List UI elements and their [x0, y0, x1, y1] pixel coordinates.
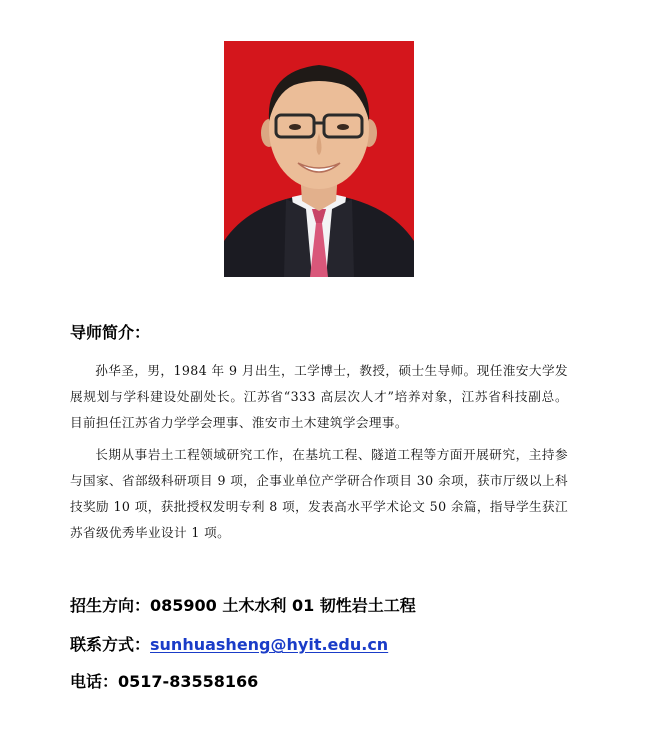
intro-heading: 导师简介： [70, 323, 151, 342]
intro-paragraph-2: 长期从事岩土工程领域研究工作，在基坑工程、隧道工程等方面开展研究，主持参与国家、省部级科研项目 9 项，企事业单位产学研合作项目 30 余项，获市厅级以上科技奖励 10 项，获批授权发明专利 8 项，发表高水平学术论文 50 余篇，指导学生获江苏省级优秀毕业设计 1 项。 [70, 447, 568, 540]
phone-info [70, 670, 258, 694]
recruitment-direction [70, 594, 416, 618]
phone-label: 电话： [70, 672, 119, 691]
contact-label: 联系方式： [70, 635, 151, 654]
recruitment-value: 085900 土木水利 01 韧性岩土工程 [150, 596, 416, 615]
recruitment-label: 招生方向： [70, 596, 151, 615]
email-link[interactable]: sunhuasheng@hyit.edu.cn [150, 635, 389, 654]
intro-paragraph-1: 孙华圣，男，1984 年 9 月出生，工学博士，教授，硕士生导师。现任淮安大学发展规划与学科建设处副处长。江苏省“333 高层次人才”培养对象，江苏省科技副总。目前担任江苏省力学学会理事、淮安市土木建筑学会理事。 [70, 363, 568, 430]
contact-info [70, 633, 388, 657]
phone-value: 0517-83558166 [118, 672, 259, 691]
portrait-photo [224, 41, 414, 277]
